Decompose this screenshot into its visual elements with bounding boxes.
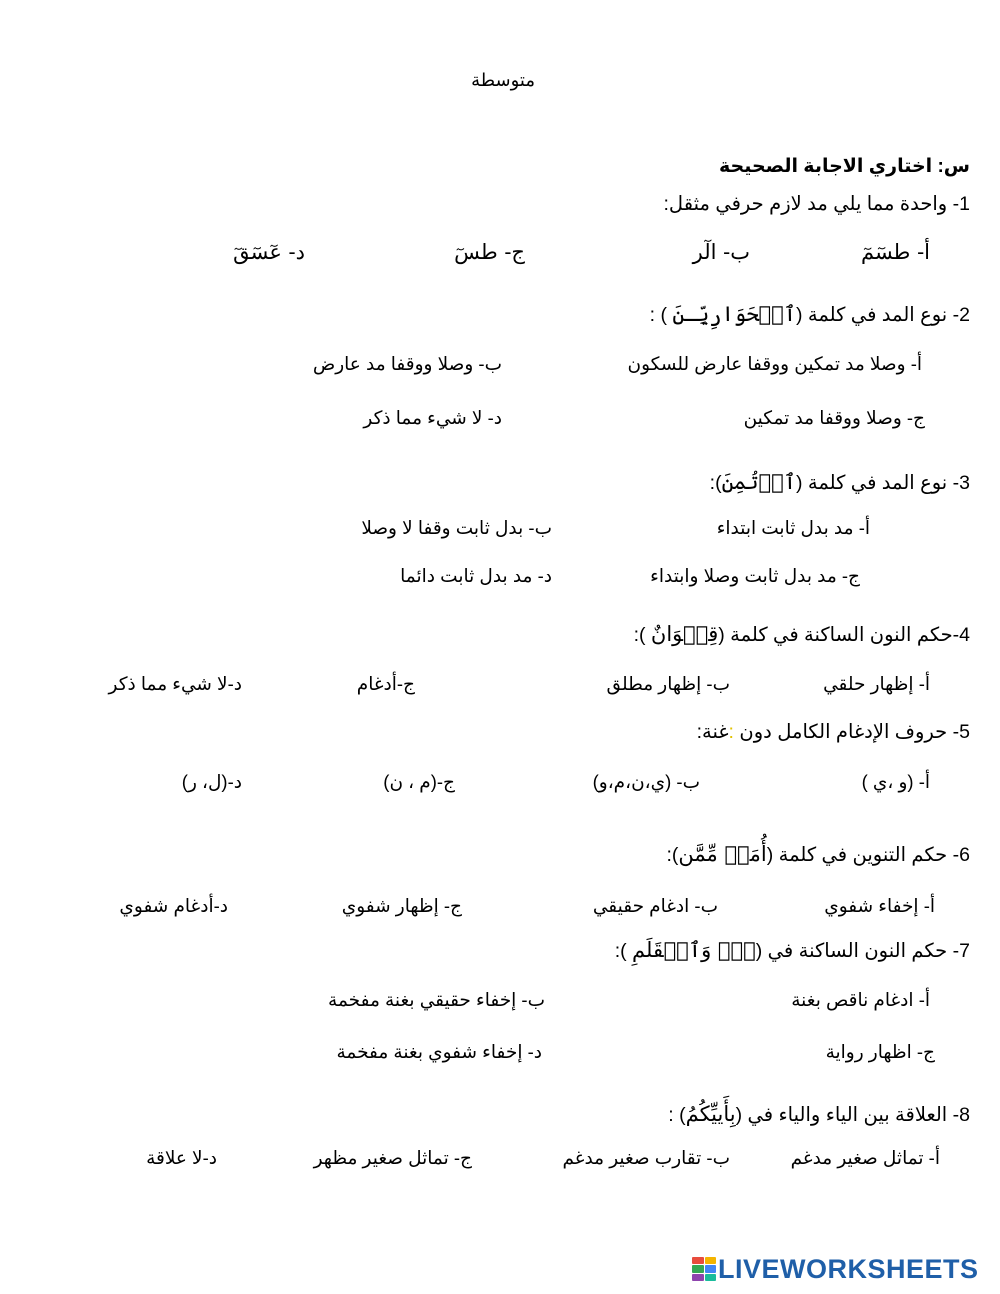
- q7-option-a[interactable]: أ- ادغام ناقص بغنة: [791, 989, 930, 1010]
- q5-option-b[interactable]: ب- (ي،ن،م،و): [592, 771, 700, 792]
- q1-option-b[interactable]: ب- الٓر: [692, 240, 750, 264]
- q6-option-a[interactable]: أ- إخفاء شفوي: [824, 895, 935, 916]
- q8-option-a[interactable]: أ- تماثل صغير مدغم: [790, 1147, 940, 1168]
- q5-option-a[interactable]: أ- (و ،ي ): [861, 771, 930, 792]
- q4-text-after: ):: [633, 624, 651, 646]
- q5-mark: :: [728, 721, 734, 743]
- q8-option-b[interactable]: ب- تقارب صغير مدغم: [562, 1147, 730, 1168]
- q5-option-d[interactable]: د-(ل، ر): [181, 771, 242, 792]
- q8-word: بِأَييِّكُمُ: [685, 1102, 736, 1126]
- question-5-text: [697, 720, 970, 744]
- question-8-text: [668, 1102, 970, 1127]
- q7-option-c[interactable]: ج- اظهار رواية: [825, 1041, 935, 1062]
- q3-word: ٱؤۡتُمِنَ: [721, 470, 797, 494]
- q1-option-a[interactable]: أ- طسٓمٓ: [860, 240, 930, 264]
- question-4-text: [634, 622, 970, 647]
- q6-option-b[interactable]: ب- ادغام حقيقي: [592, 895, 718, 916]
- q8-text-after: ) :: [668, 1104, 686, 1126]
- q8-text-before: 8- العلاقة بين الياء والياء في (: [735, 1104, 970, 1126]
- q3-option-b[interactable]: ب- بدل ثابت وقفا لا وصلا: [361, 517, 552, 538]
- question-2-text: [650, 302, 970, 327]
- q8-option-c[interactable]: ج- تماثل صغير مظهر: [313, 1147, 472, 1168]
- q4-option-c[interactable]: ج-أدغام: [356, 673, 415, 694]
- q2-word: ٱلۡحَوَارِيِّـنَ: [672, 302, 797, 326]
- liveworksheets-watermark: [692, 1254, 979, 1284]
- q4-text-before: 4-حكم النون الساكنة في كلمة (: [718, 624, 970, 646]
- q5-option-c[interactable]: ج-(م ، ن): [383, 771, 455, 792]
- q4-option-a[interactable]: أ- إظهار حلقي: [823, 673, 930, 694]
- q6-word: أُمَمٖ مِّمَّن: [678, 842, 767, 866]
- q7-text-before: 7- حكم النون الساكنة في (: [755, 940, 970, 962]
- q3-text-before: 3- نوع المد في كلمة (: [796, 472, 970, 494]
- q6-text-after: ):: [666, 844, 679, 866]
- q8-option-d[interactable]: د-لا علاقة: [146, 1147, 217, 1168]
- q5-text-after: غنة:: [696, 721, 729, 743]
- q7-word: نٓۚ وَٱلۡقَلَمِ: [632, 938, 756, 962]
- q5-text-before: 5- حروف الإدغام الكامل دون: [733, 721, 970, 743]
- q3-option-c[interactable]: ج- مد بدل ثابت وصلا وابتداء: [650, 565, 860, 586]
- instruction-heading: س: اختاري الاجابة الصحيحة: [718, 156, 970, 177]
- q3-text-after: ):: [709, 472, 722, 494]
- q2-option-c[interactable]: ج- وصلا ووقفا مد تمكين: [743, 407, 925, 428]
- q2-option-a[interactable]: أ- وصلا مد تمكين ووقفا عارض للسكون: [627, 353, 922, 374]
- level-title: متوسطة: [471, 70, 535, 90]
- q2-option-b[interactable]: ب- وصلا ووقفا مد عارض: [312, 353, 502, 374]
- liveworksheets-logo-icon: [692, 1257, 716, 1281]
- q4-option-d[interactable]: د-لا شيء مما ذكر: [108, 673, 242, 694]
- question-7-text: [615, 938, 970, 963]
- q1-option-c[interactable]: ج- طسٓ: [454, 240, 525, 264]
- q7-text-after: ):: [614, 940, 633, 962]
- question-3-text: [710, 470, 970, 495]
- q2-text-after: ) :: [649, 304, 673, 326]
- q2-text-before: 2- نوع المد في كلمة (: [796, 304, 970, 326]
- question-6-text: [666, 842, 970, 867]
- q4-option-b[interactable]: ب- إظهار مطلق: [606, 673, 730, 694]
- q3-option-a[interactable]: أ- مد بدل ثابت ابتداء: [716, 517, 870, 538]
- q6-option-d[interactable]: د-أدغام شفوي: [119, 895, 228, 916]
- q3-option-d[interactable]: د- مد بدل ثابت دائما: [400, 565, 552, 586]
- q6-text-before: 6- حكم التنوين في كلمة (: [766, 844, 970, 866]
- q1-option-d[interactable]: د- عٓسٓقٓ: [233, 240, 305, 264]
- q4-word: قِنۡوَانٌ: [650, 622, 719, 646]
- q7-option-d[interactable]: د- إخفاء شفوي بغنة مفخمة: [336, 1041, 542, 1062]
- q7-option-b[interactable]: ب- إخفاء حقيقي بغنة مفخمة: [328, 989, 545, 1010]
- q6-option-c[interactable]: ج- إظهار شفوي: [341, 895, 462, 916]
- question-1-text: 1- واحدة مما يلي مد لازم حرفي مثقل:: [663, 193, 970, 215]
- q2-option-d[interactable]: د- لا شيء مما ذكر: [363, 407, 502, 428]
- watermark-text: LIVEWORKSHEETS: [718, 1254, 979, 1284]
